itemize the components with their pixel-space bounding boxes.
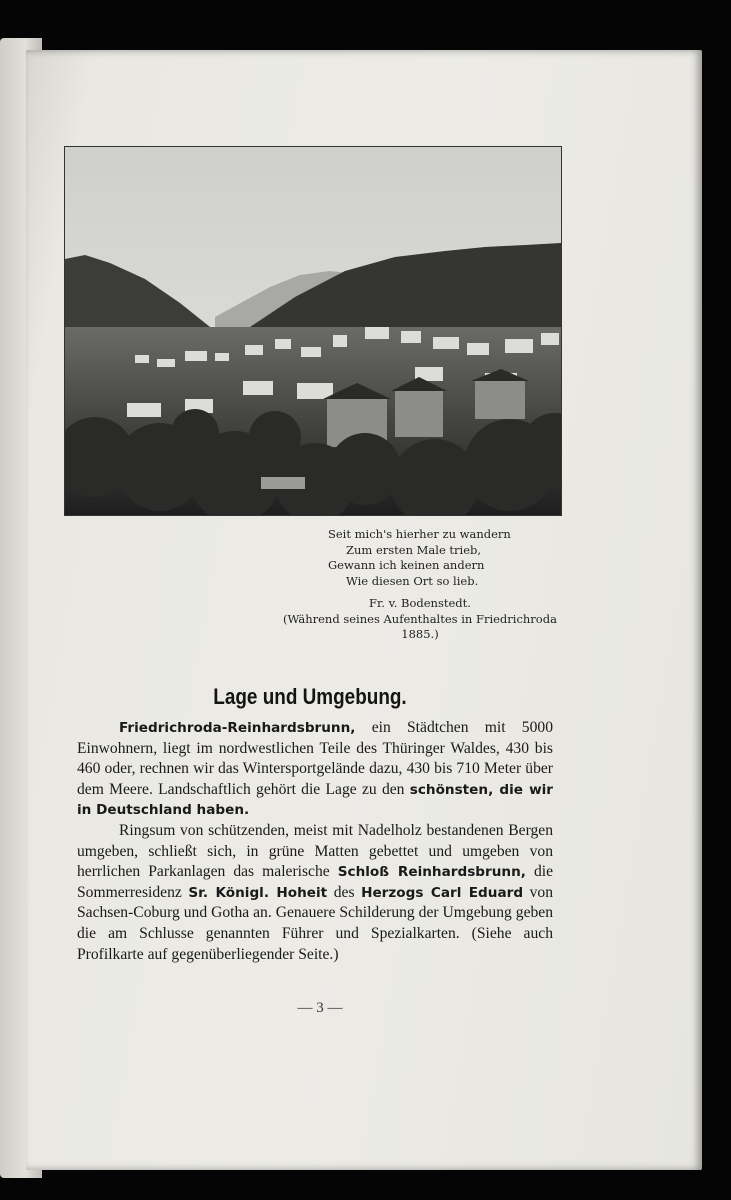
poem-attribution: [280, 596, 560, 643]
bold-title: Sr. Königl. Hoheit: [188, 884, 328, 901]
bold-castle-name: Schloß Reinhardsbrunn,: [337, 864, 526, 881]
bold-duke-name: Herzogs Carl Eduard: [361, 884, 524, 901]
bold-town-name: Friedrichroda-Reinhardsbrunn,: [119, 720, 356, 736]
paragraph-location: [77, 718, 553, 821]
text-run: ein Städtchen mit 5000 Einwohnern, liegt im nordwestlichen Teile des Thüringer Waldes, 430 bis 460 oder, rechnen wir das Wintersportgelände dazu, 430 bis 710 Meter über dem Meere. Landschaftlich gehört die Lage zu den: [77, 719, 553, 798]
text-run: die Sommerresidenz: [77, 863, 553, 901]
text-run: des: [327, 883, 362, 901]
verse-line: Gewann ich keinen andern: [328, 558, 485, 573]
verse-line: Seit mich's hierher zu wandern: [328, 527, 511, 541]
town-photograph: [64, 146, 562, 516]
bold-emphasis: schönsten, die wir in Deutschland haben.: [77, 781, 554, 819]
page-number: — 3 —: [297, 1000, 343, 1016]
body-text: [77, 718, 553, 965]
section-heading: Lage und Umgebung.: [213, 684, 407, 709]
text-run: von Sachsen-Coburg und Gotha an. Genauere Schilderung der Umgebung geben die am Schlusse genannten Führer und Spezialkarten. (Siehe auch Profilkarte auf gegenüberliegender Seite.): [77, 883, 554, 963]
verse-line: Zum ersten Male trieb,: [346, 542, 482, 557]
poem-verse: [328, 527, 558, 589]
valley-town-landscape: [65, 147, 561, 515]
poem-note-year: 1885.): [401, 627, 439, 641]
poem-note: (Während seines Aufenthaltes in Friedrichroda: [283, 611, 557, 626]
poem-author: Fr. v. Bodenstedt.: [369, 596, 471, 610]
paragraph-surroundings: [77, 821, 553, 965]
verse-line: Wie diesen Ort so lieb.: [346, 573, 479, 588]
text-run: Ringsum von schützenden, meist mit Nadelholz bestandenen Bergen umgeben, schließt sich, in grüne Matten gebettet und umgeben von herrlichen Parkanlagen das malerische: [77, 821, 553, 881]
